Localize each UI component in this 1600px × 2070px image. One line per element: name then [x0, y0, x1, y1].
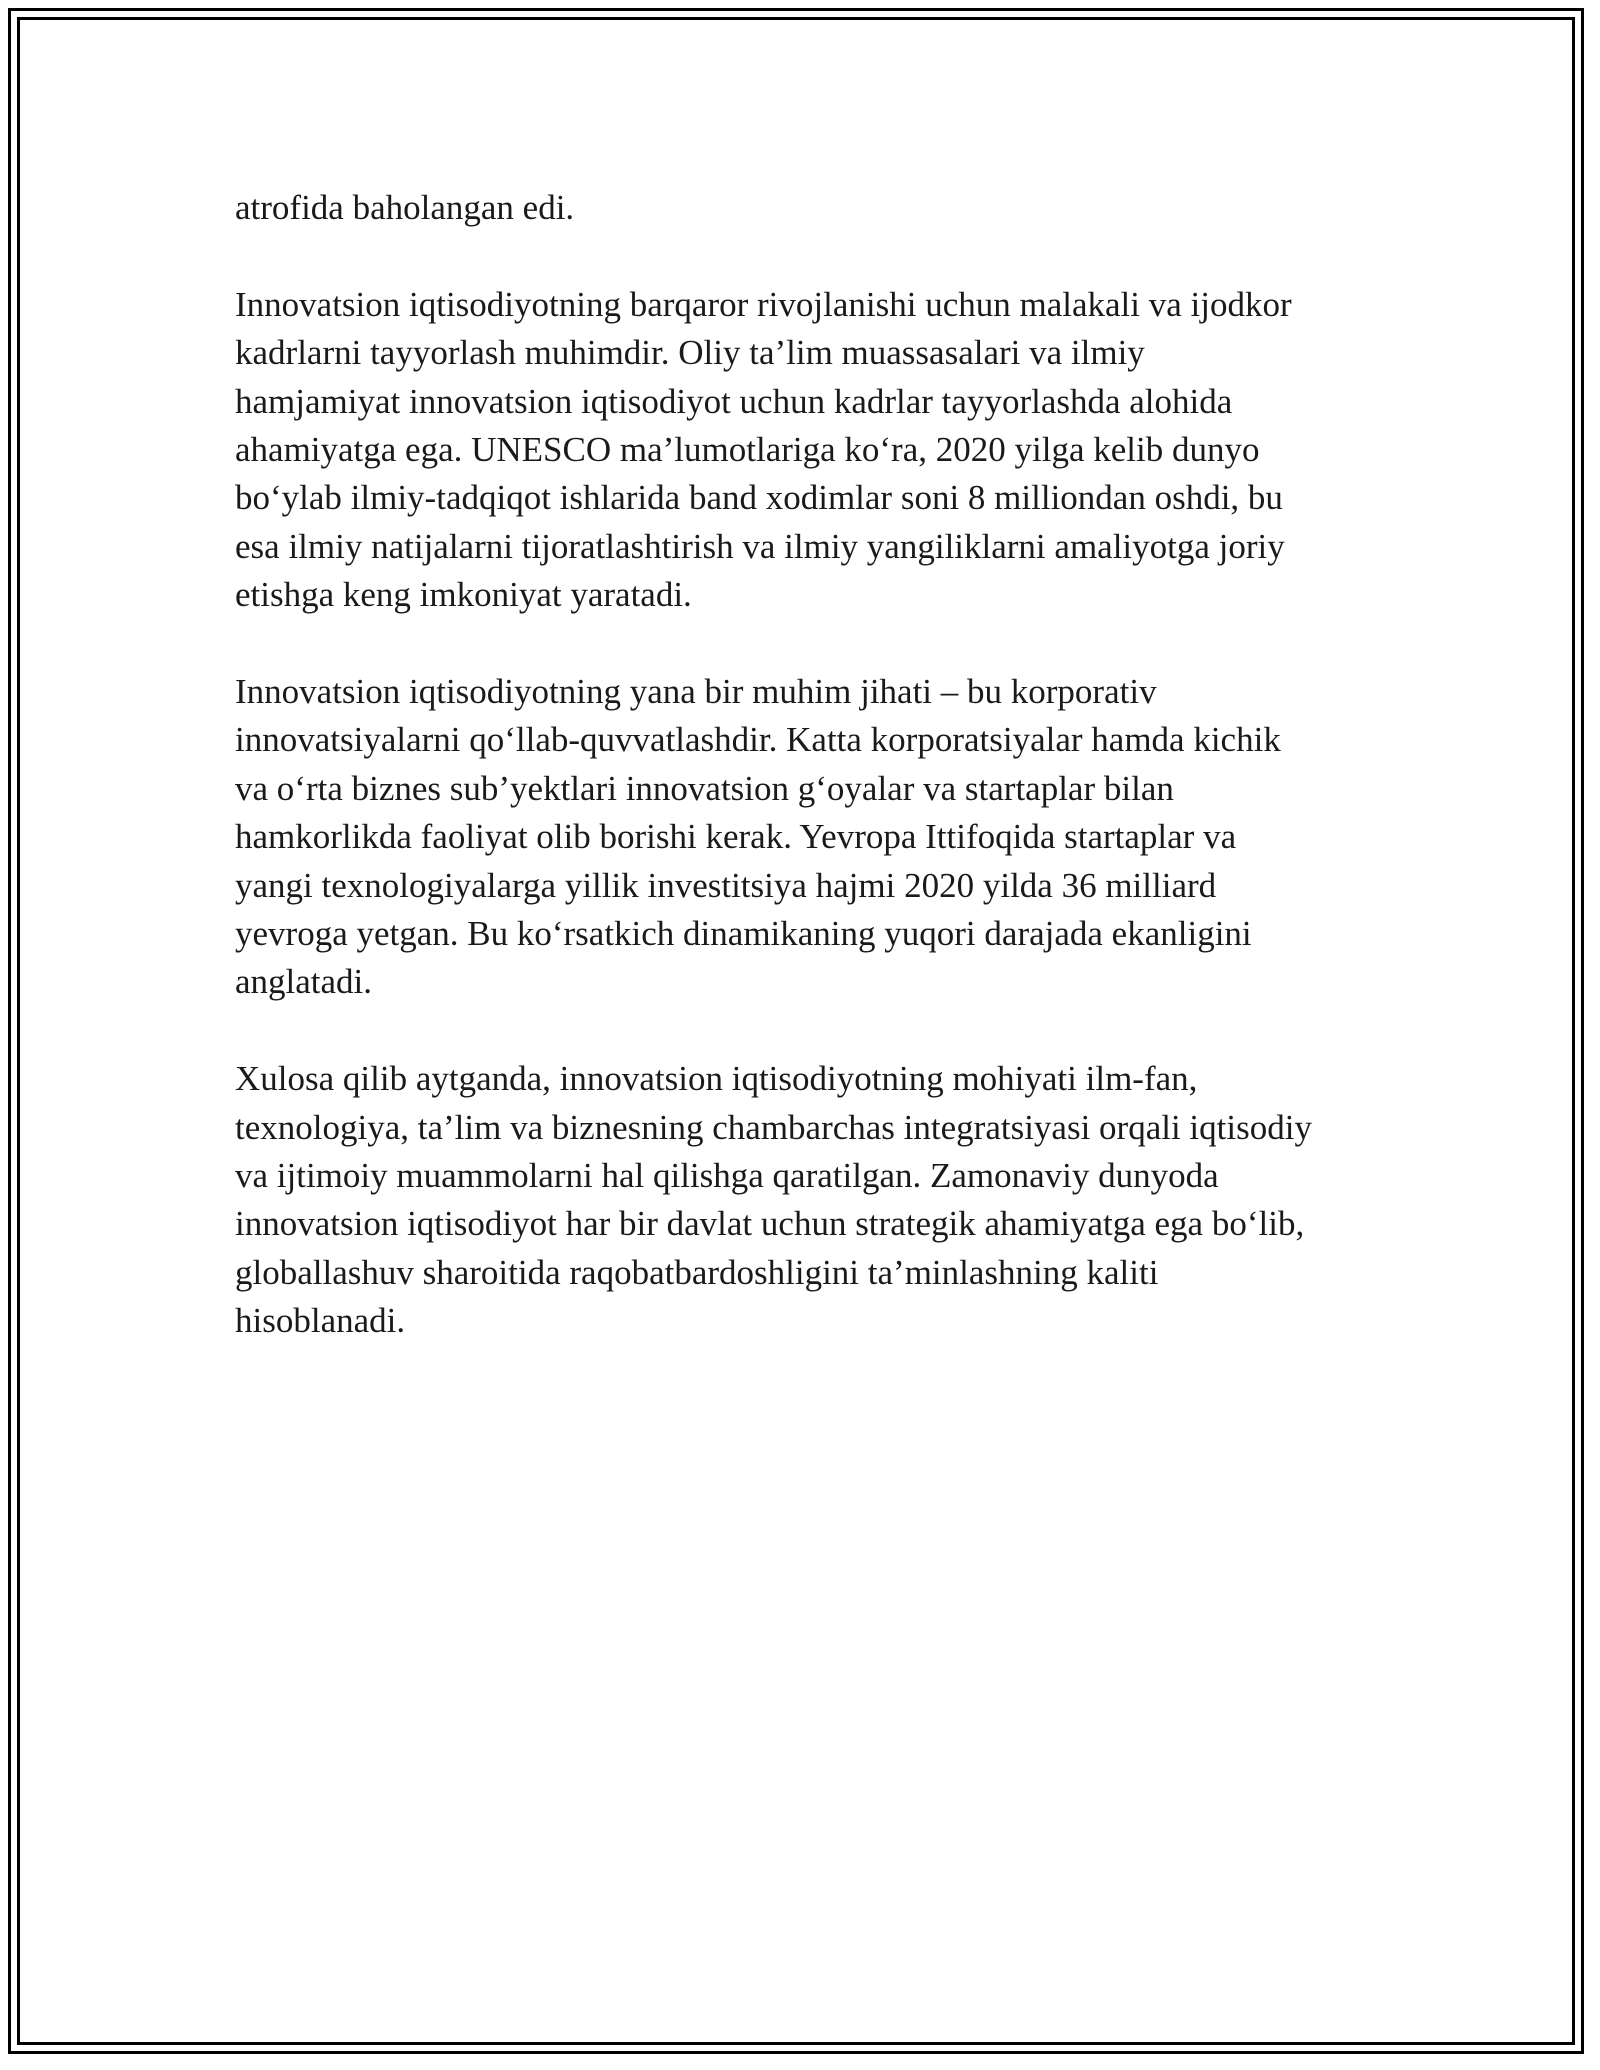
- text-line: ahamiyatga ega. UNESCO ma’lumotlariga ko‘ra, 2020 yilga kelib dunyo: [235, 430, 1260, 470]
- paragraph-3: [235, 668, 1395, 1007]
- text-line: hamkorlikda faoliyat olib borishi kerak. Yevropa Ittifoqida startaplar va: [235, 817, 1237, 857]
- text-line: innovatsiyalarni qo‘llab-quvvatlashdir. Katta korporatsiyalar hamda kichik: [235, 720, 1281, 760]
- text-line: va o‘rta biznes sub’yektlari innovatsion g‘oyalar va startaplar bilan: [235, 768, 1174, 808]
- text-line: Innovatsion iqtisodiyotning yana bir muhim jihati – bu korporativ: [235, 672, 1157, 712]
- text-line: bo‘ylab ilmiy-tadqiqot ishlarida band xodimlar soni 8 milliondan oshdi, bu: [235, 478, 1283, 518]
- text-line: esa ilmiy natijalarni tijoratlashtirish va ilmiy yangiliklarni amaliyotga joriy: [235, 526, 1285, 566]
- text-line: texnologiya, ta’lim va biznesning chambarchas integratsiyasi orqali iqtisodiy: [235, 1107, 1312, 1147]
- text-line: kadrlarni tayyorlash muhimdir. Oliy ta’lim muassasalari va ilmiy: [235, 333, 1145, 373]
- text-line: etishga keng imkoniyat yaratadi.: [235, 575, 692, 615]
- text-line: Xulosa qilib aytganda, innovatsion iqtisodiyotning mohiyati ilm-fan,: [235, 1059, 1198, 1099]
- text-line: globallashuv sharoitida raqobatbardoshligini ta’minlashning kaliti: [235, 1252, 1159, 1292]
- text-line: anglatadi.: [235, 962, 373, 1002]
- text-line: innovatsion iqtisodiyot har bir davlat uchun strategik ahamiyatga ega bo‘lib,: [235, 1204, 1305, 1244]
- paragraph-2: [235, 281, 1395, 620]
- paragraph-1: [235, 184, 1395, 232]
- text-line: yevroga yetgan. Bu ko‘rsatkich dinamikaning yuqori darajada ekanligini: [235, 914, 1252, 954]
- text-line: atrofida baholangan edi.: [235, 188, 575, 227]
- document-body: [235, 184, 1395, 1394]
- text-line: hisoblanadi.: [235, 1301, 406, 1341]
- text-line: Innovatsion iqtisodiyotning barqaror rivojlanishi uchun malakali va ijodkor: [235, 284, 1292, 324]
- text-line: yangi texnologiyalarga yillik investitsiya hajmi 2020 yilda 36 milliard: [235, 865, 1217, 905]
- paragraph-4: [235, 1055, 1395, 1345]
- text-line: hamjamiyat innovatsion iqtisodiyot uchun kadrlar tayyorlashda alohida: [235, 381, 1233, 421]
- text-line: va ijtimoiy muammolarni hal qilishga qaratilgan. Zamonaviy dunyoda: [235, 1156, 1219, 1196]
